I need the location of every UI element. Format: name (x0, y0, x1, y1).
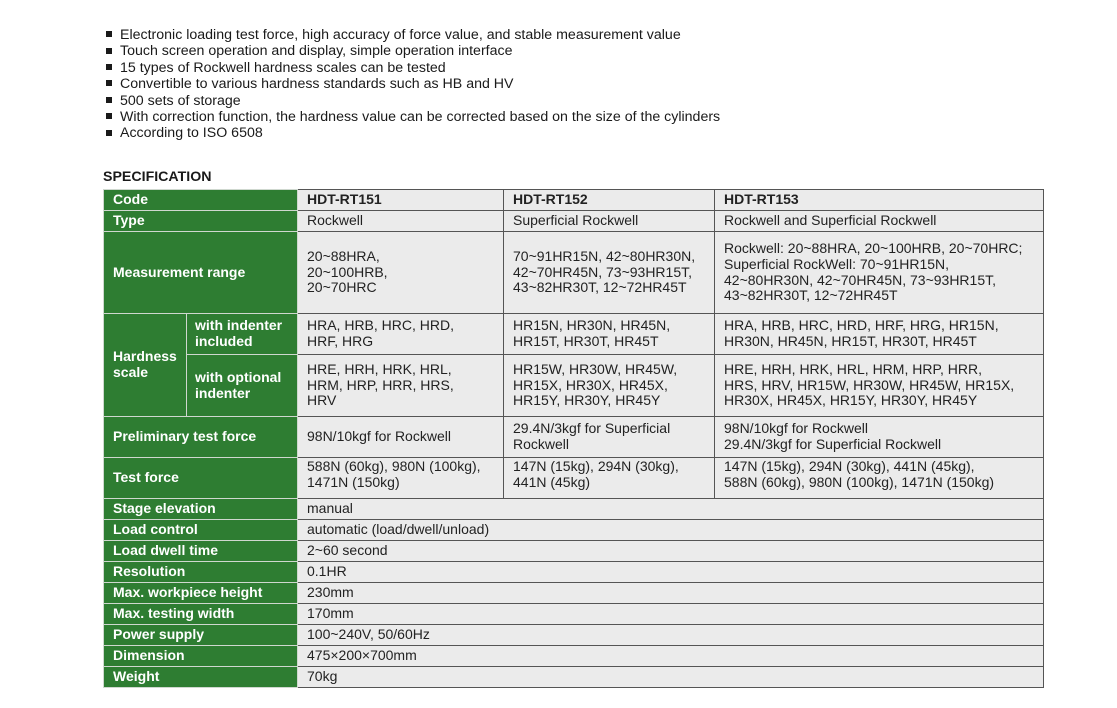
max-testing-width-label: Max. testing width (104, 604, 298, 625)
type-rt151: Rockwell (298, 211, 504, 232)
resolution-label: Resolution (104, 562, 298, 583)
square-bullet-icon (106, 31, 112, 37)
load-dwell-time-label: Load dwell time (104, 541, 298, 562)
code-row (104, 190, 1044, 211)
spec-row (104, 541, 1044, 562)
spec-row (104, 499, 1044, 520)
code-rt152: HDT-RT152 (504, 190, 715, 211)
with-optional-indenter-label: with optional indenter (187, 355, 298, 417)
preliminary-force-row (104, 417, 1044, 458)
hardness-included-rt152: HR15N, HR30N, HR45N, HR15T, HR30T, HR45T (504, 314, 715, 355)
square-bullet-icon (106, 130, 112, 136)
code-rt153: HDT-RT153 (715, 190, 1044, 211)
measurement-range-label: Measurement range (104, 232, 298, 314)
max-testing-width-value: 170mm (298, 604, 1044, 625)
stage-elevation-value: manual (298, 499, 1044, 520)
feature-list (104, 27, 720, 142)
measurement-range-rt151: 20~88HRA, 20~100HRB, 20~70HRC (298, 232, 504, 314)
feature-item: 15 types of Rockwell hardness scales can be tested (104, 60, 720, 76)
test-force-row (104, 458, 1044, 499)
type-row (104, 211, 1044, 232)
spec-row (104, 562, 1044, 583)
preliminary-force-label: Preliminary test force (104, 417, 298, 458)
type-rt152: Superficial Rockwell (504, 211, 715, 232)
spec-row (104, 520, 1044, 541)
power-supply-value: 100~240V, 50/60Hz (298, 625, 1044, 646)
feature-item: Convertible to various hardness standards such as HB and HV (104, 76, 720, 92)
square-bullet-icon (106, 80, 112, 86)
preliminary-force-rt151: 98N/10kgf for Rockwell (298, 417, 504, 458)
weight-value: 70kg (298, 667, 1044, 688)
test-force-rt151: 588N (60kg), 980N (100kg), 1471N (150kg) (298, 458, 504, 499)
measurement-range-rt152: 70~91HR15N, 42~80HR30N, 42~70HR45N, 73~93HR15T, 43~82HR30T, 12~72HR45T (504, 232, 715, 314)
test-force-rt152: 147N (15kg), 294N (30kg), 441N (45kg) (504, 458, 715, 499)
hardness-included-rt151: HRA, HRB, HRC, HRD, HRF, HRG (298, 314, 504, 355)
hardness-included-rt153: HRA, HRB, HRC, HRD, HRF, HRG, HR15N, HR30N, HR45N, HR15T, HR30T, HR45T (715, 314, 1044, 355)
square-bullet-icon (106, 48, 112, 54)
spec-row (104, 625, 1044, 646)
hardness-optional-rt153: HRE, HRH, HRK, HRL, HRM, HRP, HRR, HRS, HRV, HR15W, HR30W, HR45W, HR15X, HR30X, HR45X, HR15Y, HR30Y, HR45Y (715, 355, 1044, 417)
square-bullet-icon (106, 64, 112, 70)
with-indenter-included-label: with indenter included (187, 314, 298, 355)
max-workpiece-height-label: Max. workpiece height (104, 583, 298, 604)
hardness-optional-rt152: HR15W, HR30W, HR45W, HR15X, HR30X, HR45X, HR15Y, HR30Y, HR45Y (504, 355, 715, 417)
feature-item: Electronic loading test force, high accuracy of force value, and stable measurement value (104, 27, 720, 43)
square-bullet-icon (106, 113, 112, 119)
type-rt153: Rockwell and Superficial Rockwell (715, 211, 1044, 232)
max-workpiece-height-value: 230mm (298, 583, 1044, 604)
weight-label: Weight (104, 667, 298, 688)
hardness-optional-row (104, 355, 1044, 417)
feature-item: According to ISO 6508 (104, 125, 720, 141)
feature-item: 500 sets of storage (104, 93, 720, 109)
resolution-value: 0.1HR (298, 562, 1044, 583)
test-force-rt153: 147N (15kg), 294N (30kg), 441N (45kg), 588N (60kg), 980N (100kg), 1471N (150kg) (715, 458, 1044, 499)
power-supply-label: Power supply (104, 625, 298, 646)
preliminary-force-rt153: 98N/10kgf for Rockwell 29.4N/3kgf for Superficial Rockwell (715, 417, 1044, 458)
measurement-range-row (104, 232, 1044, 314)
feature-item: With correction function, the hardness value can be corrected based on the size of the cylinders (104, 109, 720, 125)
spec-table (103, 189, 1044, 688)
load-control-value: automatic (load/dwell/unload) (298, 520, 1044, 541)
feature-item: Touch screen operation and display, simple operation interface (104, 43, 720, 59)
test-force-label: Test force (104, 458, 298, 499)
stage-elevation-label: Stage elevation (104, 499, 298, 520)
code-label: Code (104, 190, 298, 211)
hardness-scale-label: Hardness scale (104, 314, 187, 417)
load-control-label: Load control (104, 520, 298, 541)
code-rt151: HDT-RT151 (298, 190, 504, 211)
hardness-optional-rt151: HRE, HRH, HRK, HRL, HRM, HRP, HRR, HRS, HRV (298, 355, 504, 417)
dimension-label: Dimension (104, 646, 298, 667)
square-bullet-icon (106, 97, 112, 103)
spec-row (104, 604, 1044, 625)
spec-row (104, 583, 1044, 604)
type-label: Type (104, 211, 298, 232)
spec-title: SPECIFICATION (103, 169, 212, 185)
hardness-included-row (104, 314, 1044, 355)
spec-row (104, 667, 1044, 688)
measurement-range-rt153: Rockwell: 20~88HRA, 20~100HRB, 20~70HRC; Superficial RockWell: 70~91HR15N, 42~80HR30N, 42~70HR45N, 73~93HR15T, 43~82HR30T, 12~72HR45T (715, 232, 1044, 314)
spec-row (104, 646, 1044, 667)
preliminary-force-rt152: 29.4N/3kgf for Superficial Rockwell (504, 417, 715, 458)
load-dwell-time-value: 2~60 second (298, 541, 1044, 562)
dimension-value: 475×200×700mm (298, 646, 1044, 667)
